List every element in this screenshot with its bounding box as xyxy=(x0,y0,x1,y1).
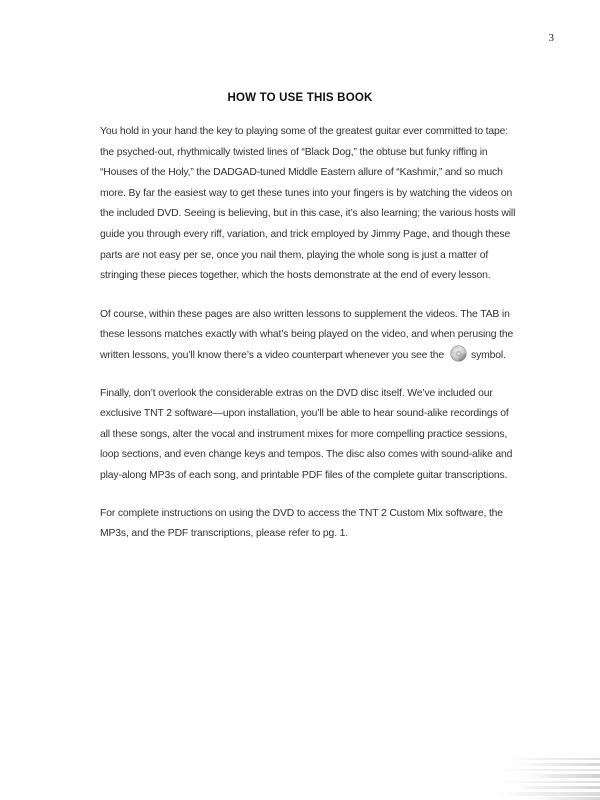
page-title: HOW TO USE THIS BOOK xyxy=(227,92,373,104)
paragraph-written-lessons-text: Of course, within these pages are also written lessons to supplement the videos. The TAB in these lessons matches exactly with what’s being played on the video, and when perusing the written lessons, you’ll know there’s a video counterpart whenever you see the xyxy=(100,308,514,361)
paragraph-extras: Finally, don’t overlook the considerable extras on the DVD disc itself. We’ve included our exclusive TNT 2 software—upon installation, you’ll be able to hear sound-alike recordings of all these songs, alter the vocal and instrument mixes for more compelling practice sessions, loop sections, and even change keys and tempos. The disc also comes with sound-alike and play-along MP3s of each song, and printable PDF files of the complete guitar transcriptions. xyxy=(100,387,513,481)
paragraph-instructions: For complete instructions on using the DVD to access the TNT 2 Custom Mix software, the MP3s, and the PDF transcriptions, please refer to pg. 1. xyxy=(100,507,503,540)
paragraph-written-lessons xyxy=(100,305,520,367)
body-text xyxy=(100,122,520,560)
dvd-disc-icon xyxy=(450,345,467,362)
decorative-corner-streaks xyxy=(480,752,600,800)
paragraph-written-lessons-symbol-word: symbol. xyxy=(471,349,506,361)
page-number: 3 xyxy=(548,32,554,44)
paragraph-intro: You hold in your hand the key to playing some of the greatest guitar ever committed to tape: the psyched-out, rhythmically twisted lines of “Black Dog,” the obtuse but funky riffing in “Houses of the Holy,” the DADGAD-tuned Middle Eastern allure of “Kashmir,” and so much more. By far the easiest way to get these tunes into your fingers is by watching the videos on the included DVD. Seeing is believing, but in this case, it’s also learning; the various hosts will guide you through every riff, variation, and trick employed by Jimmy Page, and though these parts are not easy per se, once you nail them, playing the whole song is just a matter of stringing these pieces together, which the hosts demonstrate at the end of every lesson. xyxy=(100,126,516,282)
